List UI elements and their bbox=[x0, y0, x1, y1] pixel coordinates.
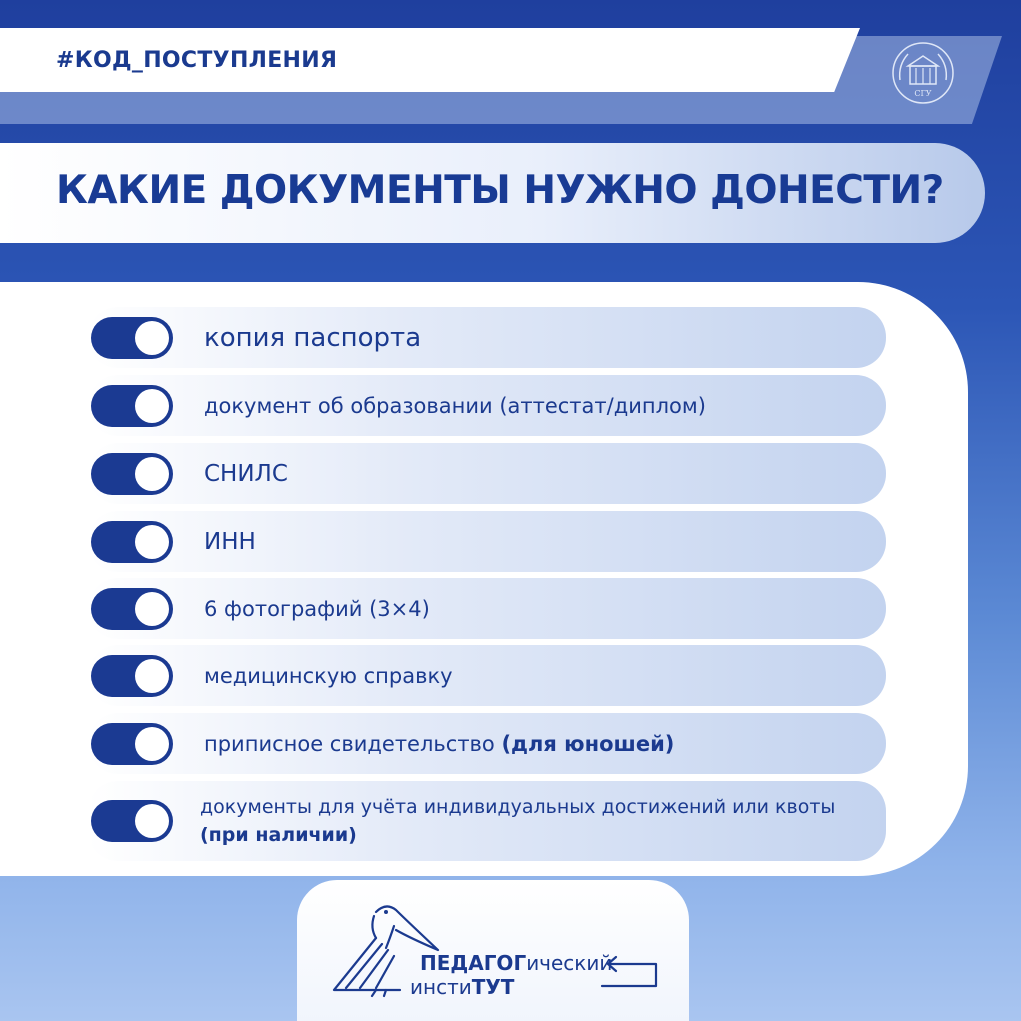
list-item-achievements bbox=[88, 781, 886, 861]
logo-text-line1: ПЕДАГОГический bbox=[420, 951, 613, 975]
item-label: документы для учёта индивидуальных достижений или квоты (при наличии) bbox=[200, 796, 836, 846]
toggle-knob bbox=[135, 592, 169, 626]
list-item-passport bbox=[88, 307, 886, 368]
toggle-switch[interactable] bbox=[91, 655, 173, 697]
item-label: ИНН bbox=[204, 528, 256, 555]
university-seal-icon bbox=[890, 40, 956, 106]
list-item-military-certificate bbox=[88, 713, 886, 774]
toggle-switch[interactable] bbox=[91, 800, 173, 842]
list-item-photos bbox=[88, 578, 886, 639]
toggle-switch[interactable] bbox=[91, 385, 173, 427]
list-item-snils bbox=[88, 443, 886, 504]
list-item-inn bbox=[88, 511, 886, 572]
toggle-switch[interactable] bbox=[91, 453, 173, 495]
toggle-knob bbox=[135, 727, 169, 761]
page-title: КАКИЕ ДОКУМЕНТЫ НУЖНО ДОНЕСТИ? bbox=[56, 168, 944, 213]
item-label: 6 фотографий (3×4) bbox=[204, 596, 430, 621]
item-label: документ об образовании (аттестат/диплом) bbox=[204, 393, 706, 418]
list-item-medical-certificate bbox=[88, 645, 886, 706]
logo-text-line2: инстиТУТ bbox=[410, 975, 515, 999]
item-label: СНИЛС bbox=[204, 460, 288, 487]
item-label: копия паспорта bbox=[204, 322, 422, 353]
item-label: приписное свидетельство (для юношей) bbox=[204, 731, 675, 756]
toggle-switch[interactable] bbox=[91, 521, 173, 563]
item-label: медицинскую справку bbox=[204, 663, 453, 688]
toggle-switch[interactable] bbox=[91, 317, 173, 359]
return-arrow-icon bbox=[600, 950, 662, 992]
list-item-education-document bbox=[88, 375, 886, 436]
toggle-knob bbox=[135, 525, 169, 559]
seal-text: СГУ bbox=[914, 89, 932, 98]
toggle-knob bbox=[135, 804, 169, 838]
toggle-knob bbox=[135, 389, 169, 423]
toggle-knob bbox=[135, 457, 169, 491]
toggle-knob bbox=[135, 659, 169, 693]
toggle-switch[interactable] bbox=[91, 723, 173, 765]
hashtag-label: #КОД_ПОСТУПЛЕНИЯ bbox=[56, 48, 338, 73]
toggle-knob bbox=[135, 321, 169, 355]
toggle-switch[interactable] bbox=[91, 588, 173, 630]
